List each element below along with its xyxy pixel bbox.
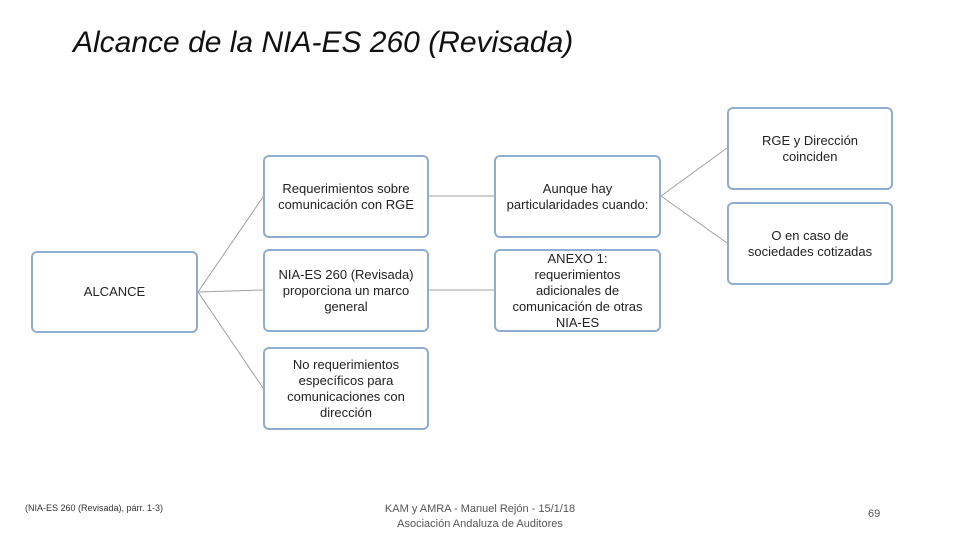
connector-root-no-req	[198, 292, 263, 388]
node-sociedades-cotizadas: O en caso de sociedades cotizadas	[727, 202, 893, 285]
connector-root-req-rge	[198, 197, 263, 292]
node-alcance: ALCANCE	[31, 251, 198, 333]
slide-title: Alcance de la NIA-ES 260 (Revisada)	[73, 26, 574, 59]
footer-reference: (NIA-ES 260 (Revisada), párr. 1-3)	[25, 503, 164, 513]
node-requerimientos-rge: Requerimientos sobre comunicación con RGE	[263, 155, 429, 238]
footer-center-line1: KAM y AMRA - Manuel Rejón - 15/1/18	[384, 503, 576, 515]
footer-center-line2: Asociación Andaluza de Auditores	[397, 518, 563, 530]
footer-center	[350, 502, 610, 532]
connector-particularidades-cotizadas	[661, 196, 727, 243]
connector-root-marco	[198, 290, 263, 292]
connector-particularidades-rge-coinciden	[661, 148, 727, 196]
node-no-requerimientos: No requerimientos específicos para comunicaciones con dirección	[263, 347, 429, 430]
node-rge-direccion-coinciden: RGE y Dirección coinciden	[727, 107, 893, 190]
node-particularidades: Aunque hay particularidades cuando:	[494, 155, 661, 238]
node-marco-general: NIA-ES 260 (Revisada) proporciona un marco general	[263, 249, 429, 332]
node-anexo-1: ANEXO 1: requerimientos adicionales de comunicación de otras NIA-ES	[494, 249, 661, 332]
page-number: 69	[868, 508, 881, 520]
